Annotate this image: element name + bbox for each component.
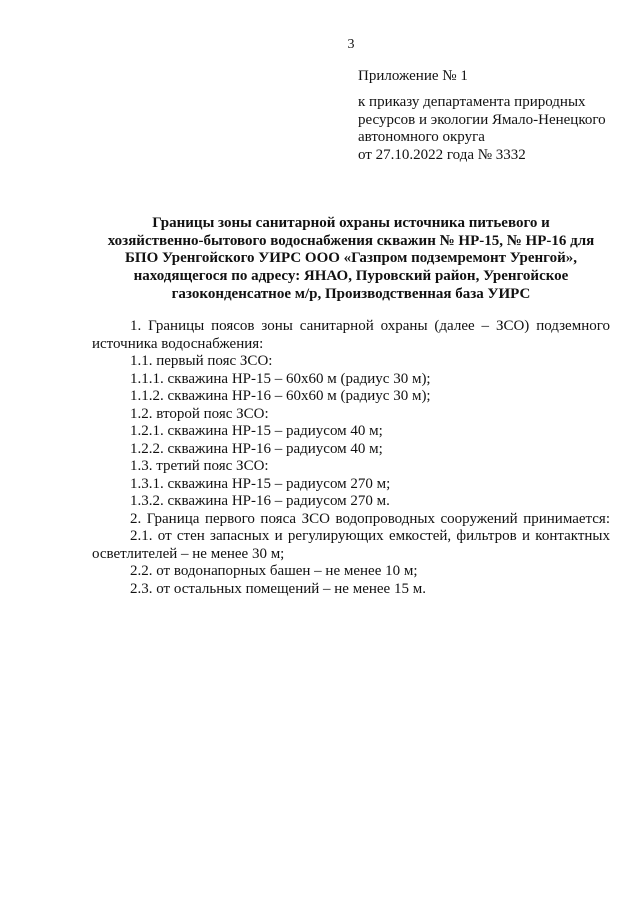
paragraph-1-1-1: 1.1.1. скважина НР-15 – 60х60 м (радиус 30 м); bbox=[130, 370, 431, 387]
paragraph-1-1-2: 1.1.2. скважина НР-16 – 60х60 м (радиус 30 м); bbox=[130, 388, 431, 405]
document-body bbox=[92, 318, 610, 598]
appendix-line: к приказу департамента природных bbox=[358, 94, 586, 111]
paragraph-2-2: 2.2. от водонапорных башен – не менее 10 м; bbox=[130, 563, 418, 580]
appendix-line: от 27.10.2022 года № 3332 bbox=[358, 146, 526, 163]
appendix-block bbox=[358, 68, 618, 165]
paragraph-1-3-2: 1.3.2. скважина НР-16 – радиусом 270 м. bbox=[130, 493, 390, 510]
page-number: 3 bbox=[347, 37, 355, 52]
paragraph-1-2: 1.2. второй пояс ЗСО: bbox=[130, 405, 269, 422]
paragraph-1-1: 1.1. первый пояс ЗСО: bbox=[130, 353, 273, 370]
paragraph-2-1 bbox=[92, 528, 610, 563]
title-line: газоконденсатное м/р, Производственная база УИРС bbox=[171, 285, 531, 302]
paragraph-line: источника водоснабжения: bbox=[92, 335, 264, 352]
appendix-line: автономного округа bbox=[358, 129, 485, 146]
paragraph-1-2-1: 1.2.1. скважина НР-15 – радиусом 40 м; bbox=[130, 423, 383, 440]
paragraph-line: осветлителей – не менее 30 м; bbox=[92, 545, 285, 562]
title-line: БПО Уренгойского УИРС ООО «Газпром подземремонт Уренгой», bbox=[125, 250, 577, 267]
paragraph-line: 1. Границы поясов зоны санитарной охраны (далее – ЗСО) подземного bbox=[130, 318, 610, 334]
appendix-heading: Приложение № 1 bbox=[358, 68, 468, 84]
paragraph-1-3: 1.3. третий пояс ЗСО: bbox=[130, 458, 269, 475]
paragraph-1-3-1: 1.3.1. скважина НР-15 – радиусом 270 м; bbox=[130, 475, 391, 492]
paragraph-line: 2.1. от стен запасных и регулирующих емкостей, фильтров и контактных bbox=[130, 528, 610, 545]
title-line: находящегося по адресу: ЯНАО, Пуровский район, Уренгойское bbox=[133, 268, 569, 285]
paragraph-2-3: 2.3. от остальных помещений – не менее 15 м. bbox=[130, 580, 426, 597]
title-line: хозяйственно-бытового водоснабжения скважин № НР-15, № НР-16 для bbox=[107, 232, 595, 249]
title-line: Границы зоны санитарной охраны источника питьевого и bbox=[152, 215, 550, 231]
paragraph-1-2-2: 1.2.2. скважина НР-16 – радиусом 40 м; bbox=[130, 440, 383, 457]
appendix-line: ресурсов и экологии Ямало-Ненецкого bbox=[358, 111, 606, 128]
document-title bbox=[92, 215, 610, 303]
paragraph-2: 2. Граница первого пояса ЗСО водопроводных сооружений принимается: bbox=[130, 510, 610, 527]
paragraph-1 bbox=[92, 318, 610, 353]
